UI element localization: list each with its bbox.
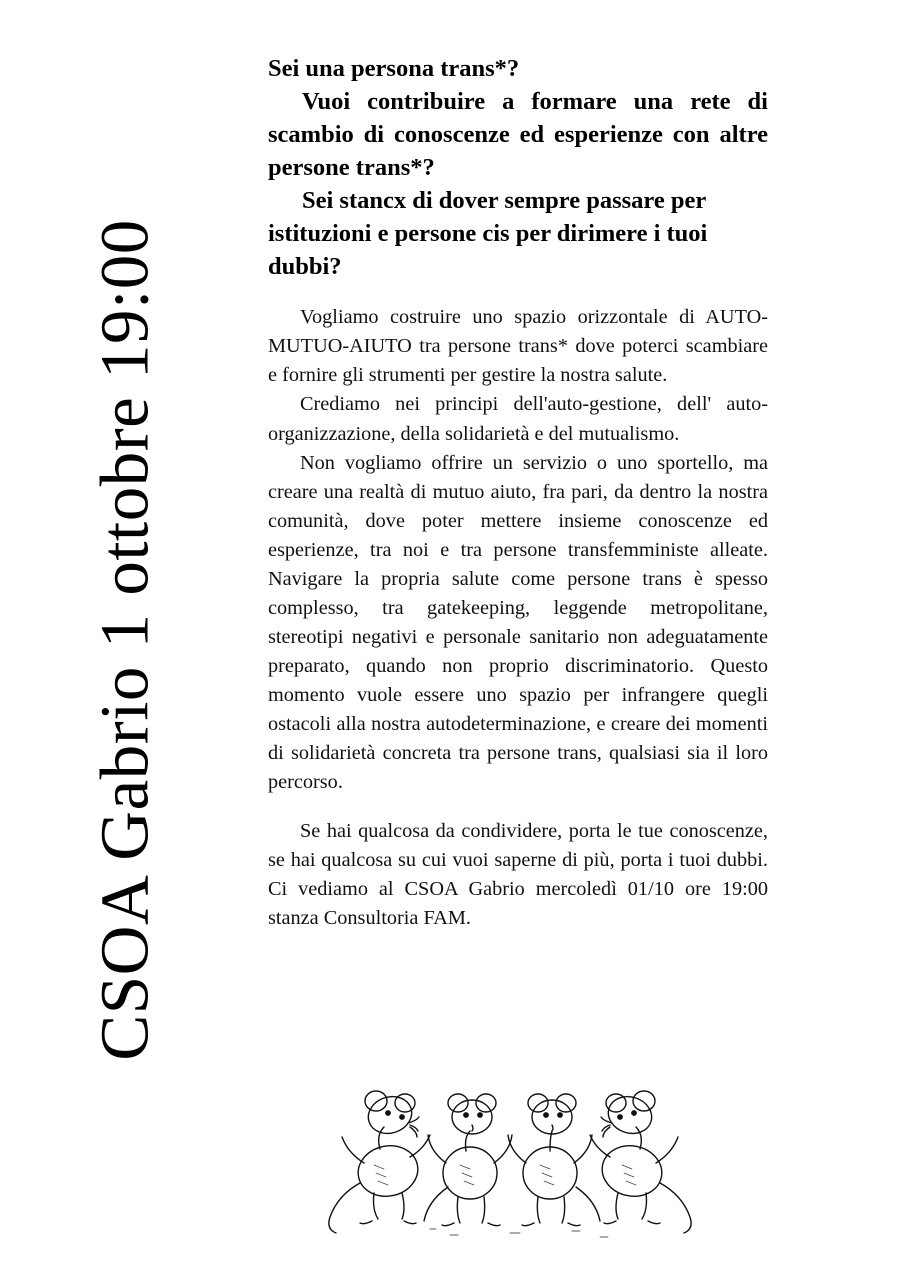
paragraph-3: Non vogliamo offrire un servizio o uno sportello, ma creare una realtà di mutuo aiuto, fra pari, da dentro la nostra comunità, dove poter mettere insieme conoscenze ed esperienze, tra noi e tra persone transfemministe alleate. Navigare la propria salute come persone trans è spesso complesso, tra gatekeeping, leggende metropolitane, stereotipi negativi e personale sanitario non adeguatamente preparato, quando non proprio discriminatorio. Questo momento vuole essere uno spazio per infrangere quegli ostacoli alla nostra autodeterminazione, e creare dei momenti di solidarietà concreta tra persone trans, qualsiasi sia il loro percorso. [268, 451, 768, 793]
headline-line-3: Sei stancx di dover sempre passare per istituzioni e persone cis per dirimere i tuoi dubbi? [268, 187, 708, 281]
dancing-mice-illustration [300, 1048, 720, 1248]
event-side-title: CSOA Gabrio 1 ottobre 19:00 [86, 219, 163, 1061]
headline-line-1: Sei una persona trans*? [268, 55, 520, 82]
paragraph-2: Crediamo nei principi dell'auto-gestione, dell' auto-organizzazione, della solidarietà e del mutualismo. [268, 393, 768, 445]
paragraph-1: Vogliamo costruire uno spazio orizzontale di AUTO-MUTUO-AIUTO tra persone trans* dove poterci scambiare e fornire gli strumenti per gestire la nostra salute. [268, 306, 768, 387]
paragraph-spacer [268, 797, 768, 817]
poster-content [268, 52, 768, 933]
headline-block [268, 52, 768, 283]
body-text-block [268, 303, 768, 932]
headline-line-2: Vuoi contribuire a formare una rete di scambio di conoscenze ed esperienze con altre persone trans*? [268, 88, 768, 182]
paragraph-4: Se hai qualcosa da condividere, porta le tue conoscenze, se hai qualcosa su cui vuoi saperne di più, porta i tuoi dubbi. Ci vediamo al CSOA Gabrio mercoledì 01/10 ore 19:00 stanza Consultoria FAM. [268, 819, 768, 929]
side-title-container [0, 0, 250, 1280]
